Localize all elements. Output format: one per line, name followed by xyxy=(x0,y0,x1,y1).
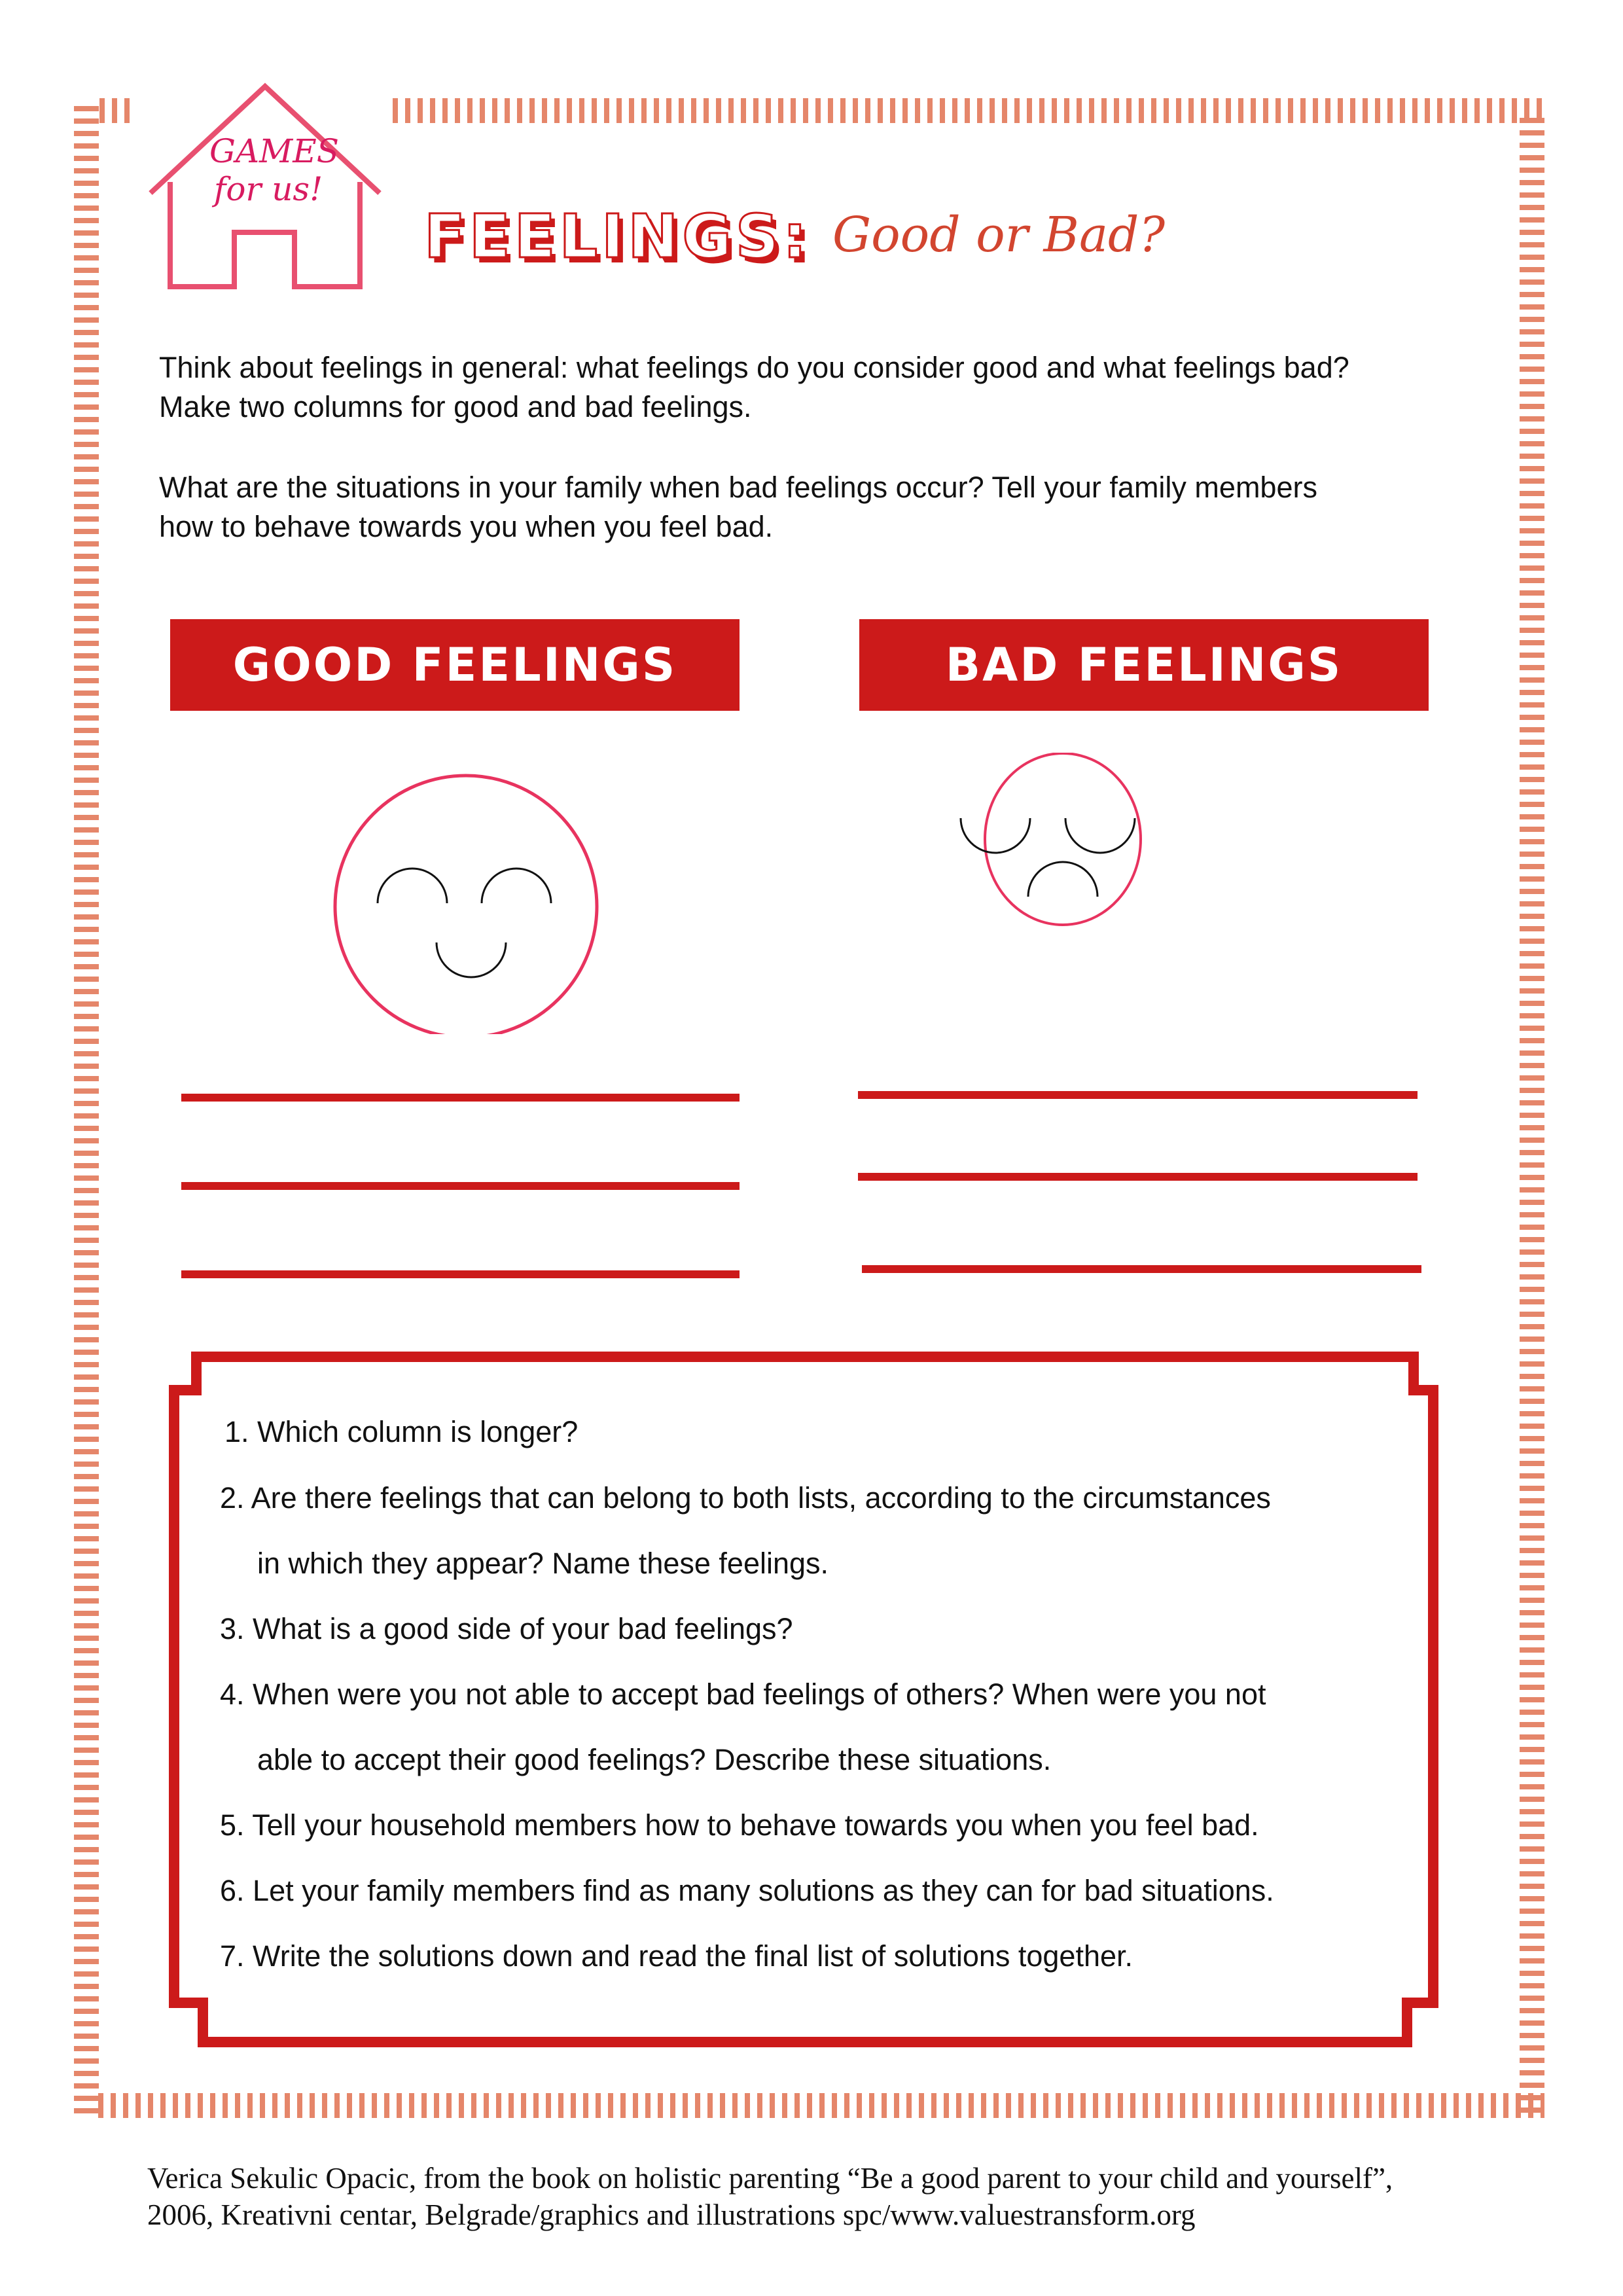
question-text: When were you not able to accept bad feelings of others? When were you not xyxy=(253,1677,1266,1711)
question-4-continued: able to accept their good feelings? Describe these situations. xyxy=(257,1743,1052,1776)
question-6 xyxy=(220,1874,1274,1908)
question-5 xyxy=(220,1808,1259,1842)
footer-credit-line-2: 2006, Kreativni centar, Belgrade/graphics and illustrations spc/www.valuestransform.org xyxy=(147,2198,1196,2231)
bad-feelings-line[interactable] xyxy=(862,1265,1421,1273)
footer-credit-line-1: Verica Sekulic Opacic, from the book on holistic parenting “Be a good parent to your child and yourself”, xyxy=(147,2162,1393,2195)
question-1 xyxy=(224,1415,578,1449)
good-feelings-header: GOOD FEELINGS xyxy=(170,619,740,711)
intro-line: Think about feelings in general: what feelings do you consider good and what feelings bad? xyxy=(159,351,1349,384)
question-text: Which column is longer? xyxy=(257,1415,579,1448)
good-feelings-line[interactable] xyxy=(181,1182,740,1190)
question-text: Let your family members find as many solutions as they can for bad situations. xyxy=(253,1874,1274,1907)
intro-line: Make two columns for good and bad feelings. xyxy=(159,390,752,423)
games-for-us-logo xyxy=(144,79,393,295)
page-border-right xyxy=(1520,118,1544,2114)
sad-face-outline xyxy=(929,753,1204,1028)
question-3 xyxy=(220,1612,793,1646)
question-number: 4. xyxy=(220,1677,245,1711)
logo-text-for-us: for us! xyxy=(213,170,323,208)
question-number: 2. xyxy=(220,1481,245,1515)
question-7 xyxy=(220,1939,1133,1973)
question-4 xyxy=(220,1677,1266,1712)
page-subtitle: Good or Bad? xyxy=(832,207,1166,263)
question-number: 3. xyxy=(220,1612,245,1645)
page-border-left xyxy=(74,106,99,2115)
page-border-top xyxy=(393,98,1544,123)
question-2-continued: in which they appear? Name these feelings. xyxy=(257,1547,829,1580)
question-text: Tell your household members how to behave towards you when you feel bad. xyxy=(252,1808,1259,1842)
question-text: What is a good side of your bad feelings? xyxy=(253,1612,793,1645)
bad-feelings-line[interactable] xyxy=(858,1173,1418,1181)
good-feelings-line[interactable] xyxy=(181,1270,740,1278)
bad-feelings-line[interactable] xyxy=(858,1091,1418,1099)
question-2 xyxy=(220,1481,1271,1515)
intro-paragraph-2 xyxy=(159,468,1488,547)
good-feelings-line[interactable] xyxy=(181,1094,740,1102)
question-number: 7. xyxy=(220,1939,245,1973)
question-number: 6. xyxy=(220,1874,245,1907)
page-border-top-left-segment xyxy=(99,98,132,123)
page-title: FEELINGS: xyxy=(424,202,811,272)
intro-line: What are the situations in your family when bad feelings occur? Tell your family members xyxy=(159,471,1317,504)
question-text: Are there feelings that can belong to both lists, according to the circumstances xyxy=(251,1481,1271,1515)
bad-feelings-header: BAD FEELINGS xyxy=(859,619,1429,711)
question-text: Write the solutions down and read the final list of solutions together. xyxy=(253,1939,1133,1973)
question-number: 1. xyxy=(224,1415,249,1448)
logo-text-games: GAMES xyxy=(209,132,339,170)
intro-line: how to behave towards you when you feel bad. xyxy=(159,510,774,543)
page-border-bottom xyxy=(98,2093,1544,2118)
question-number: 5. xyxy=(220,1808,245,1842)
smiling-face-icon xyxy=(321,772,609,1034)
intro-paragraph-1 xyxy=(159,348,1488,427)
